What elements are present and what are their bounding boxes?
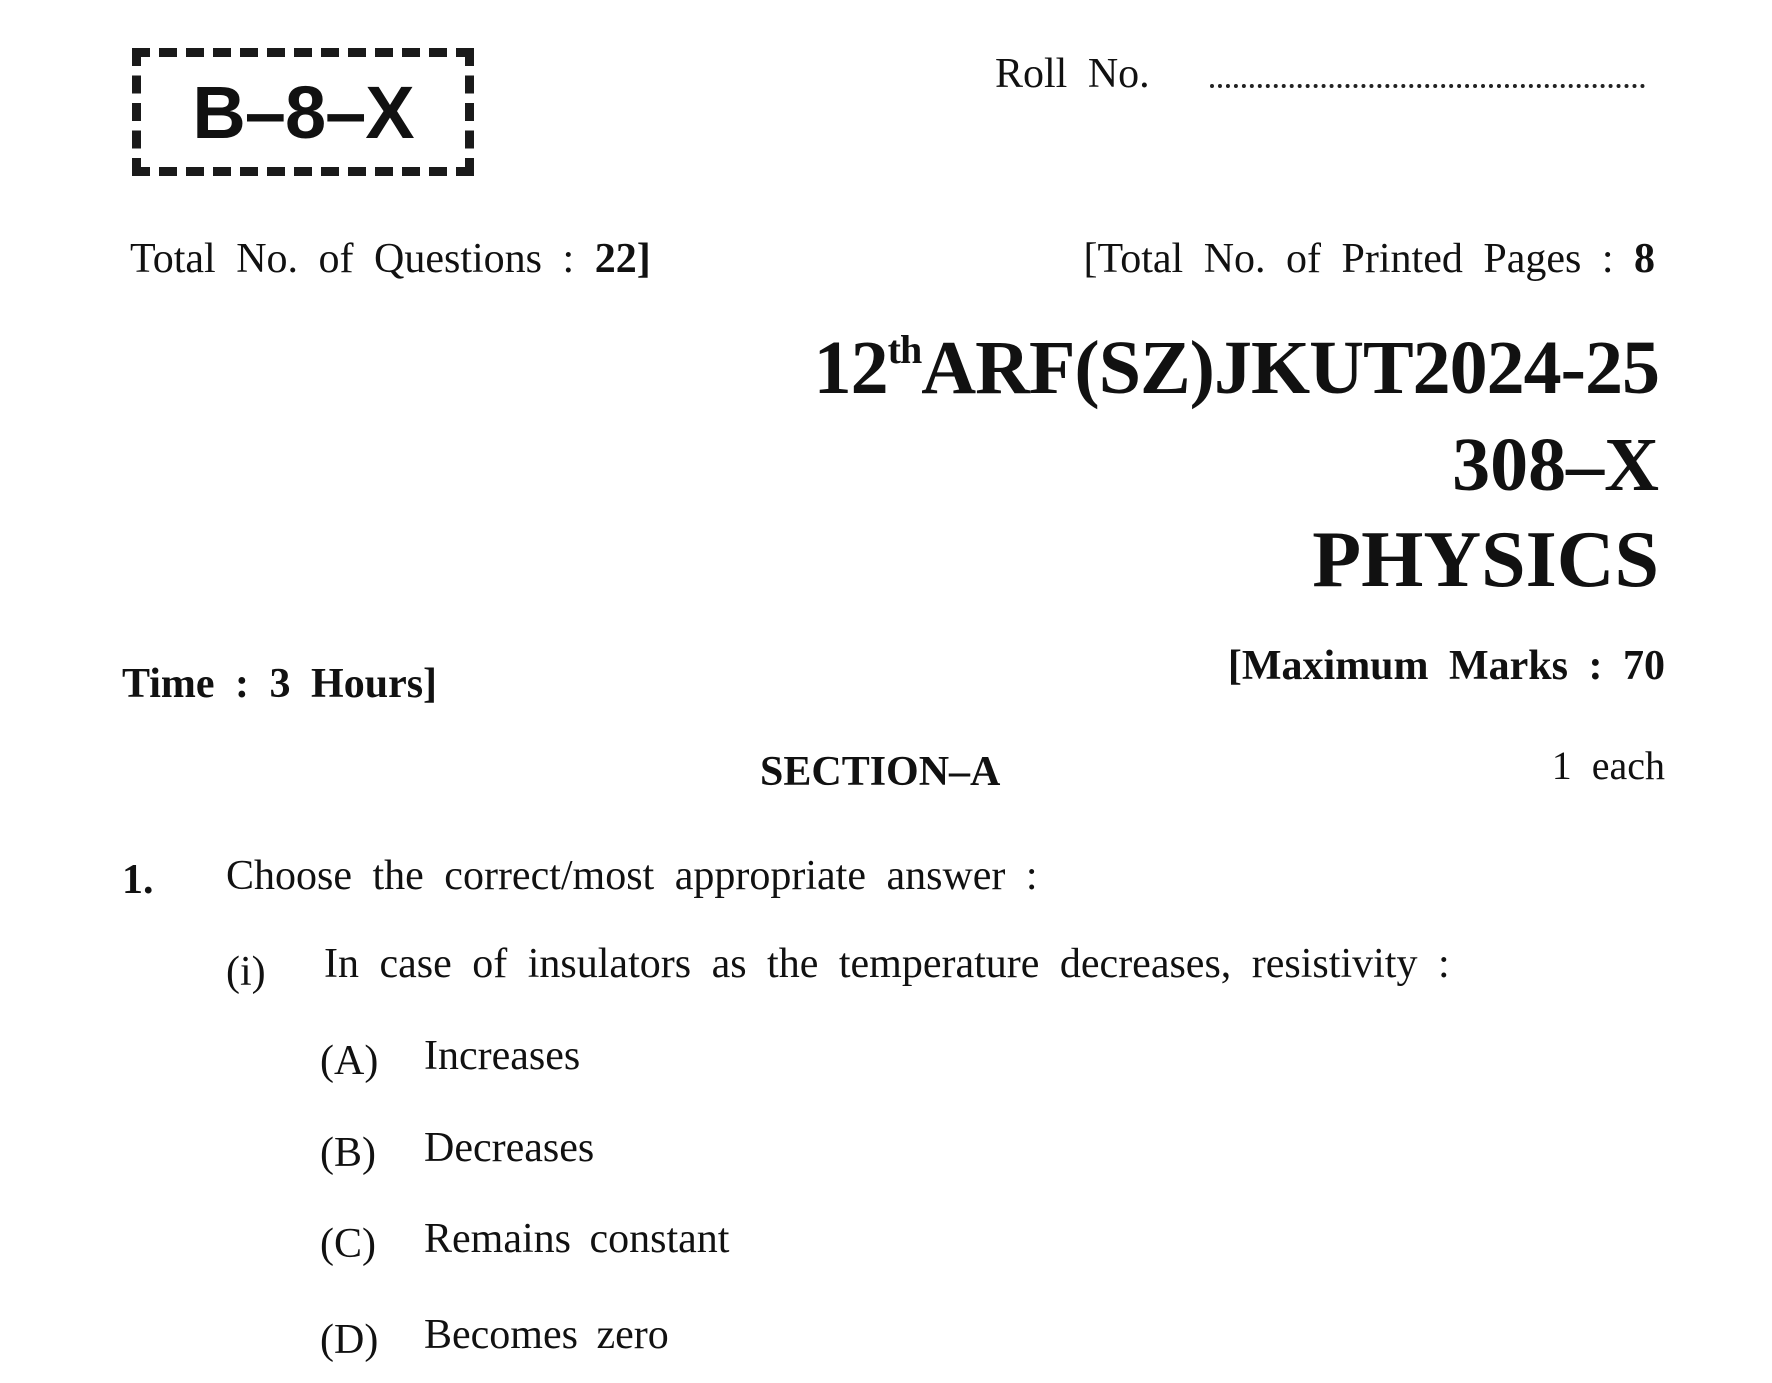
question-instruction: Choose the correct/most appropriate answer : (226, 853, 1038, 899)
total-pages (1084, 235, 1656, 283)
option-a-text: Increases (424, 1033, 581, 1079)
total-questions (130, 235, 651, 283)
series-code-box (132, 48, 474, 176)
section-heading: SECTION–A (760, 749, 1001, 795)
class-number: 12 (813, 326, 888, 410)
question-number: 1. (122, 857, 154, 903)
option-d-text: Becomes zero (424, 1312, 669, 1358)
option-c-letter: (C) (320, 1221, 376, 1267)
total-questions-value: 22] (594, 236, 651, 282)
total-pages-label: [Total No. of Printed Pages : (1083, 236, 1614, 282)
option-b-text: Decreases (424, 1125, 595, 1171)
option-b-letter: (B) (320, 1130, 376, 1176)
option-a-letter: (A) (320, 1038, 379, 1084)
paper-code: 308–X (1452, 423, 1659, 507)
total-questions-label: Total No. of Questions : (130, 236, 575, 282)
exam-time: Time : 3 Hours] (122, 661, 438, 707)
class-suffix: th (887, 327, 922, 372)
subject-title: PHYSICS (1312, 516, 1659, 604)
option-d-letter: (D) (320, 1317, 379, 1363)
roll-number-blank[interactable] (1210, 64, 1645, 88)
maximum-marks: [Maximum Marks : 70 (1227, 643, 1665, 689)
sub-question-number: (i) (226, 949, 266, 995)
sub-question-text: In case of insulators as the temperature decreases, resistivity : (324, 941, 1450, 987)
total-pages-value: 8 (1634, 236, 1655, 282)
exam-code-title (814, 325, 1659, 412)
roll-number-label: Roll No. (995, 51, 1150, 97)
exam-code: ARF(SZ)JKUT2024-25 (921, 326, 1659, 410)
marks-each: 1 each (1551, 743, 1665, 788)
series-code: B–8–X (192, 70, 414, 154)
option-c-text: Remains constant (424, 1216, 730, 1262)
